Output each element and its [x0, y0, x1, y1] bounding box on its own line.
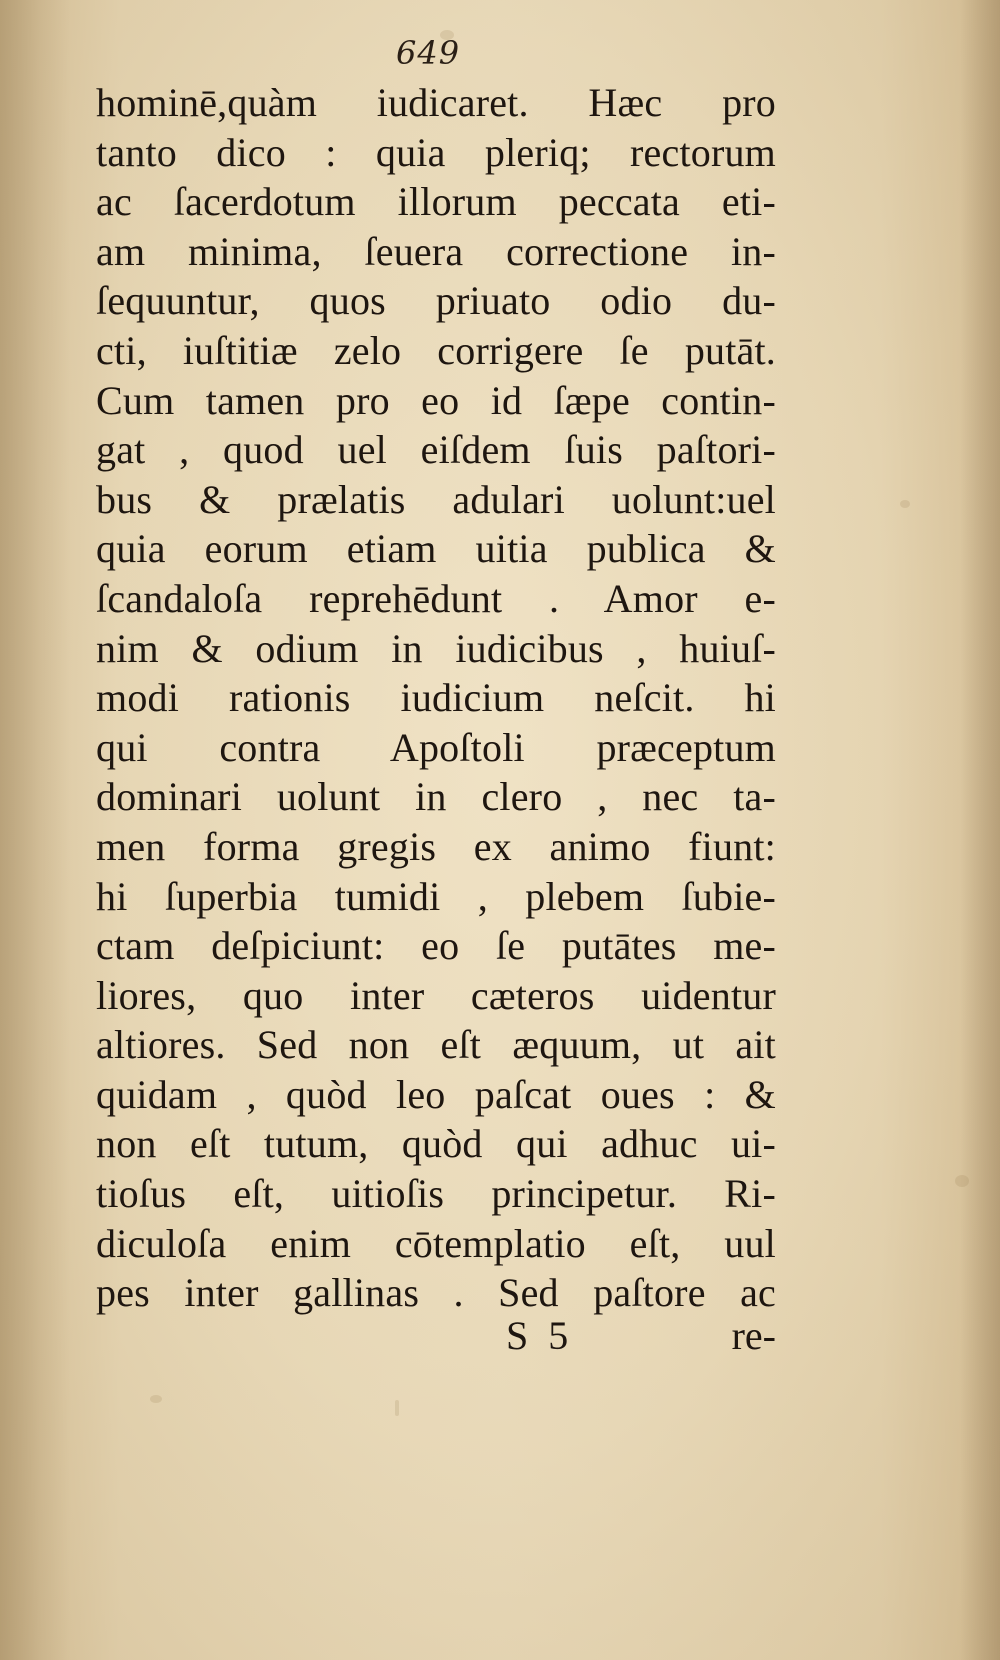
foxing-spot: [395, 1400, 399, 1416]
text-line: men forma gregis ex animo fiunt:: [96, 823, 776, 869]
signature-mark: S 5: [506, 1313, 569, 1358]
text-line: tanto dico : quia pleriq; rectorum: [96, 129, 776, 175]
text-line: ſcandaloſa reprehēdunt . Amor e-: [96, 575, 776, 621]
text-line: non eſt tutum, quòd qui adhuc ui-: [96, 1121, 776, 1167]
text-line: liores, quo inter cæteros uidentur: [96, 972, 776, 1018]
text-line: ſequuntur, quos priuato odio du-: [96, 278, 776, 324]
catchword: re-: [731, 1313, 776, 1358]
text-line: am minima, ſeuera correctione in-: [96, 228, 776, 274]
text-line: bus & prælatis adulari uolunt:uel: [96, 476, 776, 522]
text-line: Cum tamen pro eo id ſæpe contin-: [96, 377, 776, 423]
text-line: diculoſa enim cōtemplatio eſt, uul: [96, 1220, 776, 1266]
text-line: quidam , quòd leo paſcat oues : &: [96, 1071, 776, 1117]
foxing-spot: [150, 1395, 162, 1403]
text-line: altiores. Sed non eſt æquum, ut ait: [96, 1022, 776, 1068]
text-line: modi rationis iudicium neſcit. hi: [96, 675, 776, 721]
text-line: qui contra Apoſtoli præceptum: [96, 724, 776, 770]
text-line: hi ſuperbia tumidi , plebem ſubie-: [96, 873, 776, 919]
foxing-spot: [900, 500, 910, 508]
text-line: nim & odium in iudicibus , huiuſ-: [96, 625, 776, 671]
foxing-spot: [955, 1175, 969, 1187]
text-line: hominē,quàm iudicaret. Hæc pro: [96, 80, 776, 125]
text-line: tioſus eſt, uitioſis principetur. Ri-: [96, 1171, 776, 1217]
text-line: gat , quod uel eiſdem ſuis paſtori-: [96, 427, 776, 473]
text-line: pes inter gallinas . Sed paſtore ac: [96, 1270, 776, 1316]
text-line: ac ſacerdotum illorum peccata eti-: [96, 179, 776, 225]
footer-line: [96, 1312, 776, 1362]
body-text: [96, 78, 776, 1318]
text-line: cti, iuſtitiæ zelo corrigere ſe putāt.: [96, 327, 776, 373]
text-line: dominari uolunt in clero , nec ta-: [96, 774, 776, 820]
text-line: quia eorum etiam uitia publica &: [96, 526, 776, 572]
page-number: 649: [396, 34, 461, 72]
text-line: ctam deſpiciunt: eo ſe putātes me-: [96, 923, 776, 969]
